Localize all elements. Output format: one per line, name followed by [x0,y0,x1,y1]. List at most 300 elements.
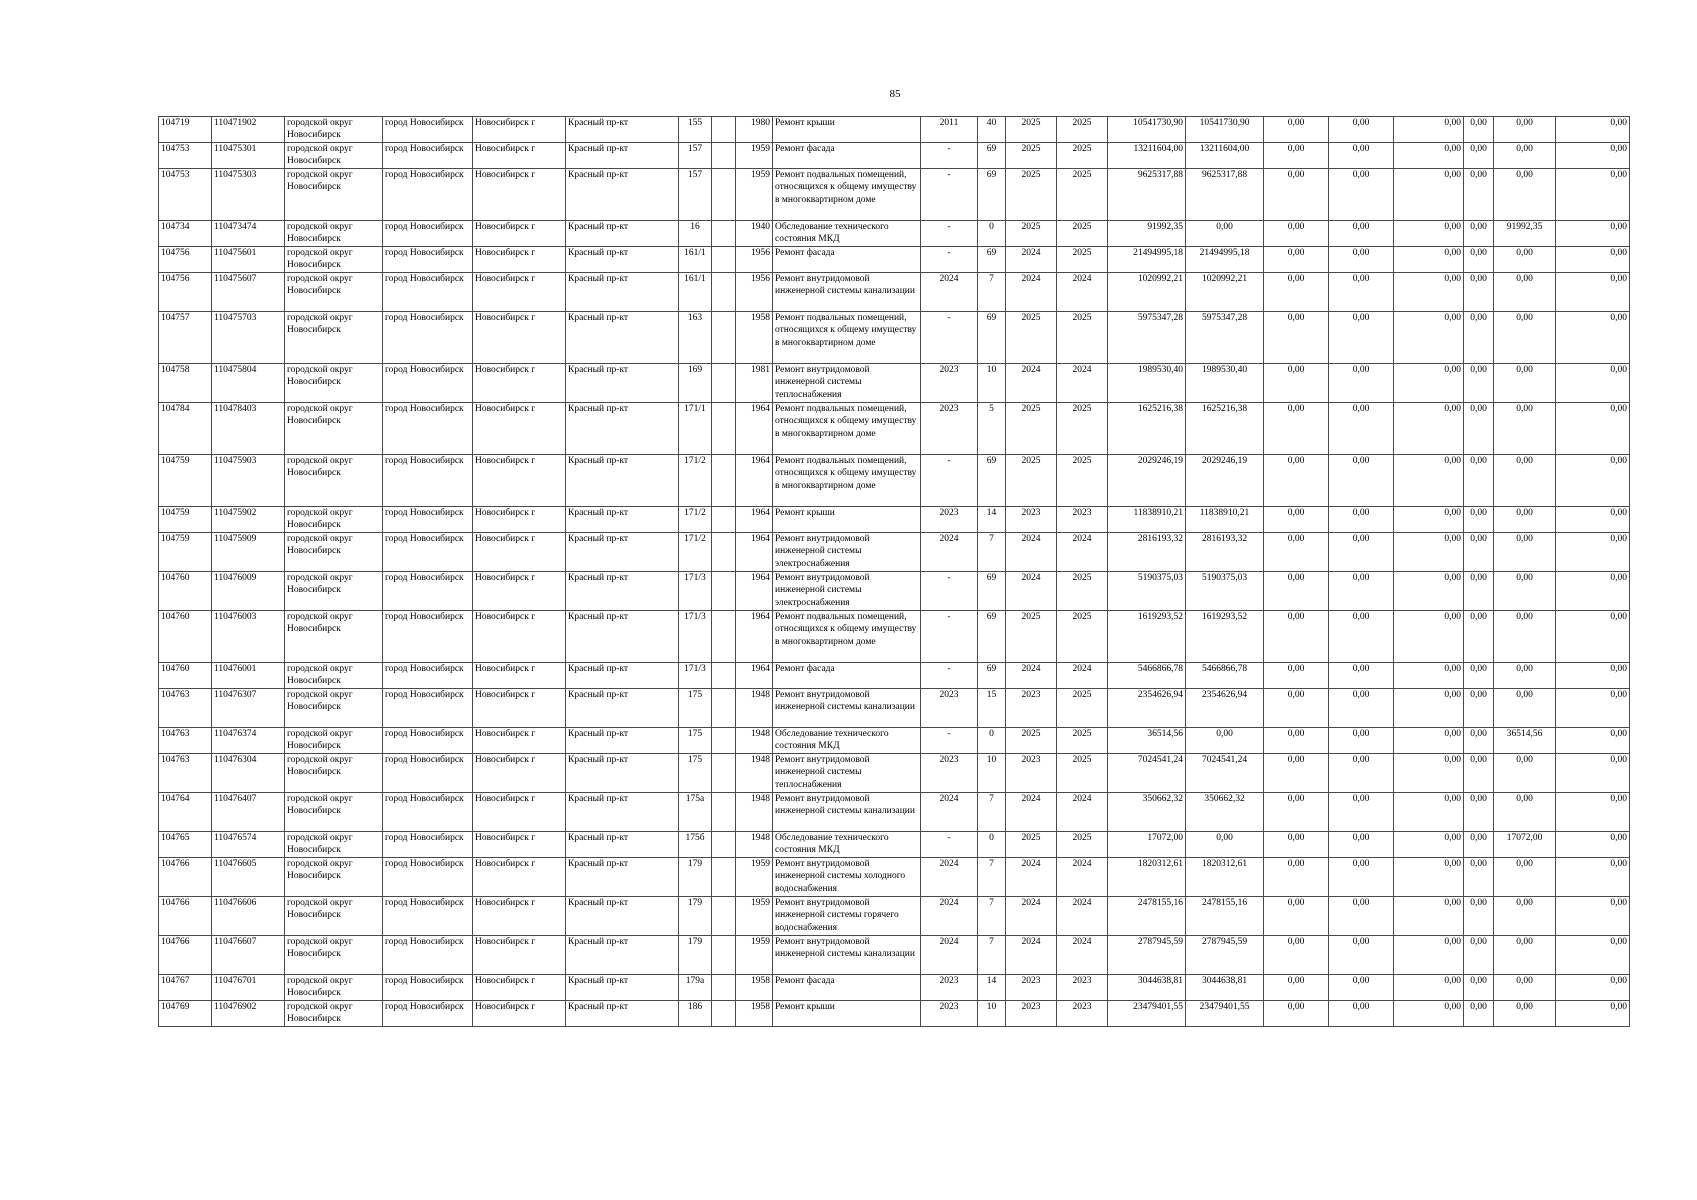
budget-regional-cell: 0,00 [1329,897,1394,936]
plan-start-year-cell: 2023 [1006,689,1057,728]
total-cost-cell: 7024541,24 [1108,754,1186,793]
wear-percent-cell: 69 [978,572,1006,611]
budget-local-cell: 0,00 [1394,1001,1464,1027]
fund-cost-cell: 5466866,78 [1186,663,1264,689]
plan-end-year-cell: 2025 [1057,455,1108,507]
street-cell: Красный пр-кт [566,221,679,247]
last-repair-year-cell: 2024 [921,793,978,832]
owner-funds-cell: 0,00 [1556,507,1630,533]
wear-percent-cell: 14 [978,507,1006,533]
locality-cell: Новосибирск г [473,533,566,572]
year-built-cell: 1964 [736,572,773,611]
table-row [159,1001,1630,1027]
object-id-cell: 104766 [159,897,212,936]
budget-local-cell: 0,00 [1394,533,1464,572]
work-id-cell: 110476407 [212,793,285,832]
other-funds-cell: 0,00 [1464,533,1494,572]
fund-cost-cell: 1625216,38 [1186,403,1264,455]
fund-cost-cell: 2354626,94 [1186,689,1264,728]
year-built-cell: 1959 [736,169,773,221]
wear-percent-cell: 7 [978,897,1006,936]
other-funds-cell: 0,00 [1464,975,1494,1001]
budget-regional-cell: 0,00 [1329,754,1394,793]
object-id-cell: 104758 [159,364,212,403]
other-funds-cell: 0,00 [1464,364,1494,403]
fund-cost-cell: 9625317,88 [1186,169,1264,221]
table-body [159,117,1630,1027]
plan-end-year-cell: 2024 [1057,273,1108,312]
wear-percent-cell: 7 [978,273,1006,312]
owner-funds-cell: 0,00 [1556,936,1630,975]
plan-end-year-cell: 2025 [1057,572,1108,611]
total-cost-cell: 350662,32 [1108,793,1186,832]
locality-cell: Новосибирск г [473,507,566,533]
budget-federal-cell: 0,00 [1264,832,1329,858]
other-funds-cell: 0,00 [1464,611,1494,663]
plan-end-year-cell: 2025 [1057,221,1108,247]
budget-regional-cell: 0,00 [1329,455,1394,507]
budget-local-cell: 0,00 [1394,312,1464,364]
wear-percent-cell: 69 [978,312,1006,364]
budget-federal-cell: 0,00 [1264,247,1329,273]
year-built-cell: 1958 [736,975,773,1001]
table-row [159,533,1630,572]
plan-end-year-cell: 2025 [1057,169,1108,221]
budget-local-cell: 0,00 [1394,611,1464,663]
total-cost-cell: 1989530,40 [1108,364,1186,403]
object-id-cell: 104763 [159,754,212,793]
last-repair-year-cell: 2023 [921,689,978,728]
owner-funds-cell: 0,00 [1556,572,1630,611]
plan-start-year-cell: 2023 [1006,507,1057,533]
work-type-cell: Ремонт подвальных помещений, относящихся к общему имуществу в многоквартирном доме [773,312,921,364]
locality-cell: Новосибирск г [473,455,566,507]
street-cell: Красный пр-кт [566,754,679,793]
house-number-cell: 169 [679,364,712,403]
owner-funds-cell: 0,00 [1556,273,1630,312]
other-funds-cell: 0,00 [1464,663,1494,689]
total-cost-cell: 36514,56 [1108,728,1186,754]
budget-regional-cell: 0,00 [1329,689,1394,728]
plan-end-year-cell: 2024 [1057,364,1108,403]
owner-funds-cell: 0,00 [1556,689,1630,728]
work-type-cell: Ремонт внутридомовой инженерной системы горячего водоснабжения [773,897,921,936]
year-built-cell: 1964 [736,403,773,455]
plan-start-year-cell: 2023 [1006,754,1057,793]
street-cell: Красный пр-кт [566,793,679,832]
total-cost-cell: 91992,35 [1108,221,1186,247]
settlement-cell: город Новосибирск [383,1001,473,1027]
work-id-cell: 110475301 [212,143,285,169]
budget-regional-cell: 0,00 [1329,312,1394,364]
house-number-cell: 175 [679,754,712,793]
object-id-cell: 104766 [159,936,212,975]
table-row [159,117,1630,143]
work-type-cell: Ремонт подвальных помещений, относящихся к общему имуществу в многоквартирном доме [773,455,921,507]
street-cell: Красный пр-кт [566,117,679,143]
work-id-cell: 110475909 [212,533,285,572]
plan-start-year-cell: 2025 [1006,611,1057,663]
survey-cost-cell: 0,00 [1494,507,1556,533]
work-type-cell: Ремонт подвальных помещений, относящихся к общему имуществу в многоквартирном доме [773,403,921,455]
plan-start-year-cell: 2025 [1006,455,1057,507]
fund-cost-cell: 23479401,55 [1186,1001,1264,1027]
work-id-cell: 110475703 [212,312,285,364]
settlement-cell: город Новосибирск [383,663,473,689]
last-repair-year-cell: 2023 [921,1001,978,1027]
settlement-cell: город Новосибирск [383,832,473,858]
table-row [159,507,1630,533]
last-repair-year-cell: - [921,143,978,169]
budget-regional-cell: 0,00 [1329,572,1394,611]
settlement-cell: город Новосибирск [383,455,473,507]
district-cell: городской округ Новосибирск [285,728,383,754]
table-row [159,754,1630,793]
owner-funds-cell: 0,00 [1556,403,1630,455]
building-cell [712,221,736,247]
owner-funds-cell: 0,00 [1556,728,1630,754]
survey-cost-cell: 0,00 [1494,403,1556,455]
work-id-cell: 110475804 [212,364,285,403]
fund-cost-cell: 0,00 [1186,728,1264,754]
plan-end-year-cell: 2025 [1057,689,1108,728]
object-id-cell: 104757 [159,312,212,364]
other-funds-cell: 0,00 [1464,117,1494,143]
settlement-cell: город Новосибирск [383,403,473,455]
plan-end-year-cell: 2024 [1057,663,1108,689]
building-cell [712,364,736,403]
table-row [159,689,1630,728]
budget-local-cell: 0,00 [1394,455,1464,507]
plan-start-year-cell: 2024 [1006,572,1057,611]
plan-start-year-cell: 2025 [1006,117,1057,143]
wear-percent-cell: 7 [978,793,1006,832]
last-repair-year-cell: 2024 [921,936,978,975]
plan-end-year-cell: 2025 [1057,611,1108,663]
locality-cell: Новосибирск г [473,754,566,793]
owner-funds-cell: 0,00 [1556,221,1630,247]
survey-cost-cell: 0,00 [1494,793,1556,832]
budget-local-cell: 0,00 [1394,507,1464,533]
total-cost-cell: 5190375,03 [1108,572,1186,611]
work-id-cell: 110476574 [212,832,285,858]
last-repair-year-cell: - [921,728,978,754]
object-id-cell: 104760 [159,572,212,611]
house-number-cell: 179 [679,936,712,975]
street-cell: Красный пр-кт [566,312,679,364]
work-id-cell: 110476304 [212,754,285,793]
table-row [159,455,1630,507]
district-cell: городской округ Новосибирск [285,117,383,143]
budget-regional-cell: 0,00 [1329,533,1394,572]
last-repair-year-cell: 2023 [921,507,978,533]
work-type-cell: Ремонт внутридомовой инженерной системы электроснабжения [773,572,921,611]
work-type-cell: Ремонт внутридомовой инженерной системы канализации [773,273,921,312]
wear-percent-cell: 10 [978,1001,1006,1027]
fund-cost-cell: 0,00 [1186,832,1264,858]
capital-repair-table [158,116,1630,1027]
locality-cell: Новосибирск г [473,117,566,143]
budget-local-cell: 0,00 [1394,689,1464,728]
plan-start-year-cell: 2024 [1006,533,1057,572]
house-number-cell: 171/3 [679,611,712,663]
settlement-cell: город Новосибирск [383,572,473,611]
last-repair-year-cell: - [921,169,978,221]
total-cost-cell: 2787945,59 [1108,936,1186,975]
fund-cost-cell: 11838910,21 [1186,507,1264,533]
budget-local-cell: 0,00 [1394,975,1464,1001]
year-built-cell: 1981 [736,364,773,403]
last-repair-year-cell: - [921,572,978,611]
street-cell: Красный пр-кт [566,169,679,221]
house-number-cell: 161/1 [679,247,712,273]
object-id-cell: 104759 [159,455,212,507]
last-repair-year-cell: 2011 [921,117,978,143]
budget-local-cell: 0,00 [1394,754,1464,793]
locality-cell: Новосибирск г [473,793,566,832]
other-funds-cell: 0,00 [1464,1001,1494,1027]
budget-regional-cell: 0,00 [1329,507,1394,533]
building-cell [712,117,736,143]
year-built-cell: 1956 [736,247,773,273]
object-id-cell: 104756 [159,247,212,273]
survey-cost-cell: 0,00 [1494,936,1556,975]
other-funds-cell: 0,00 [1464,793,1494,832]
plan-end-year-cell: 2024 [1057,793,1108,832]
building-cell [712,858,736,897]
budget-regional-cell: 0,00 [1329,221,1394,247]
house-number-cell: 171/2 [679,455,712,507]
budget-regional-cell: 0,00 [1329,975,1394,1001]
fund-cost-cell: 0,00 [1186,221,1264,247]
wear-percent-cell: 69 [978,169,1006,221]
table-row [159,403,1630,455]
last-repair-year-cell: - [921,312,978,364]
owner-funds-cell: 0,00 [1556,611,1630,663]
work-id-cell: 110475601 [212,247,285,273]
budget-federal-cell: 0,00 [1264,728,1329,754]
survey-cost-cell: 0,00 [1494,117,1556,143]
settlement-cell: город Новосибирск [383,247,473,273]
page-number: 85 [889,88,901,100]
locality-cell: Новосибирск г [473,858,566,897]
settlement-cell: город Новосибирск [383,611,473,663]
fund-cost-cell: 2787945,59 [1186,936,1264,975]
year-built-cell: 1980 [736,117,773,143]
plan-start-year-cell: 2024 [1006,858,1057,897]
owner-funds-cell: 0,00 [1556,169,1630,221]
work-type-cell: Ремонт внутридомовой инженерной системы электроснабжения [773,533,921,572]
building-cell [712,247,736,273]
settlement-cell: город Новосибирск [383,533,473,572]
work-type-cell: Обследование технического состояния МКД [773,728,921,754]
building-cell [712,975,736,1001]
last-repair-year-cell: 2024 [921,273,978,312]
budget-local-cell: 0,00 [1394,897,1464,936]
work-id-cell: 110476605 [212,858,285,897]
budget-federal-cell: 0,00 [1264,273,1329,312]
budget-regional-cell: 0,00 [1329,117,1394,143]
survey-cost-cell: 0,00 [1494,143,1556,169]
locality-cell: Новосибирск г [473,273,566,312]
work-type-cell: Ремонт внутридомовой инженерной системы канализации [773,936,921,975]
settlement-cell: город Новосибирск [383,507,473,533]
survey-cost-cell: 0,00 [1494,1001,1556,1027]
budget-federal-cell: 0,00 [1264,754,1329,793]
work-type-cell: Обследование технического состояния МКД [773,221,921,247]
street-cell: Красный пр-кт [566,663,679,689]
budget-federal-cell: 0,00 [1264,312,1329,364]
work-type-cell: Ремонт внутридомовой инженерной системы канализации [773,793,921,832]
year-built-cell: 1940 [736,221,773,247]
building-cell [712,507,736,533]
other-funds-cell: 0,00 [1464,689,1494,728]
table-row [159,364,1630,403]
survey-cost-cell: 0,00 [1494,689,1556,728]
wear-percent-cell: 69 [978,247,1006,273]
house-number-cell: 175а [679,793,712,832]
locality-cell: Новосибирск г [473,975,566,1001]
budget-federal-cell: 0,00 [1264,858,1329,897]
owner-funds-cell: 0,00 [1556,455,1630,507]
other-funds-cell: 0,00 [1464,403,1494,455]
plan-end-year-cell: 2025 [1057,312,1108,364]
building-cell [712,273,736,312]
house-number-cell: 171/3 [679,572,712,611]
budget-federal-cell: 0,00 [1264,507,1329,533]
survey-cost-cell: 17072,00 [1494,832,1556,858]
object-id-cell: 104766 [159,858,212,897]
work-type-cell: Ремонт фасада [773,247,921,273]
other-funds-cell: 0,00 [1464,728,1494,754]
fund-cost-cell: 1619293,52 [1186,611,1264,663]
plan-end-year-cell: 2025 [1057,832,1108,858]
work-type-cell: Обследование технического состояния МКД [773,832,921,858]
fund-cost-cell: 1820312,61 [1186,858,1264,897]
last-repair-year-cell: 2023 [921,754,978,793]
fund-cost-cell: 2478155,16 [1186,897,1264,936]
budget-regional-cell: 0,00 [1329,273,1394,312]
budget-local-cell: 0,00 [1394,936,1464,975]
survey-cost-cell: 0,00 [1494,169,1556,221]
street-cell: Красный пр-кт [566,403,679,455]
object-id-cell: 104763 [159,728,212,754]
table-row [159,793,1630,832]
total-cost-cell: 2816193,32 [1108,533,1186,572]
district-cell: городской округ Новосибирск [285,572,383,611]
wear-percent-cell: 69 [978,455,1006,507]
locality-cell: Новосибирск г [473,312,566,364]
district-cell: городской округ Новосибирск [285,858,383,897]
owner-funds-cell: 0,00 [1556,663,1630,689]
table-row [159,611,1630,663]
object-id-cell: 104734 [159,221,212,247]
fund-cost-cell: 1989530,40 [1186,364,1264,403]
street-cell: Красный пр-кт [566,975,679,1001]
last-repair-year-cell: 2023 [921,975,978,1001]
owner-funds-cell: 0,00 [1556,247,1630,273]
street-cell: Красный пр-кт [566,858,679,897]
object-id-cell: 104784 [159,403,212,455]
plan-start-year-cell: 2025 [1006,169,1057,221]
locality-cell: Новосибирск г [473,169,566,221]
wear-percent-cell: 0 [978,221,1006,247]
wear-percent-cell: 69 [978,663,1006,689]
table-row [159,312,1630,364]
total-cost-cell: 2029246,19 [1108,455,1186,507]
plan-end-year-cell: 2024 [1057,936,1108,975]
district-cell: городской округ Новосибирск [285,364,383,403]
survey-cost-cell: 36514,56 [1494,728,1556,754]
budget-federal-cell: 0,00 [1264,663,1329,689]
budget-federal-cell: 0,00 [1264,169,1329,221]
wear-percent-cell: 10 [978,754,1006,793]
owner-funds-cell: 0,00 [1556,975,1630,1001]
budget-federal-cell: 0,00 [1264,143,1329,169]
budget-regional-cell: 0,00 [1329,364,1394,403]
work-type-cell: Ремонт фасада [773,663,921,689]
survey-cost-cell: 0,00 [1494,858,1556,897]
budget-federal-cell: 0,00 [1264,117,1329,143]
year-built-cell: 1948 [736,793,773,832]
locality-cell: Новосибирск г [473,364,566,403]
year-built-cell: 1948 [736,832,773,858]
year-built-cell: 1959 [736,897,773,936]
work-type-cell: Ремонт подвальных помещений, относящихся к общему имуществу в многоквартирном доме [773,611,921,663]
other-funds-cell: 0,00 [1464,858,1494,897]
budget-federal-cell: 0,00 [1264,936,1329,975]
plan-start-year-cell: 2024 [1006,247,1057,273]
budget-regional-cell: 0,00 [1329,611,1394,663]
survey-cost-cell: 0,00 [1494,897,1556,936]
street-cell: Красный пр-кт [566,897,679,936]
house-number-cell: 161/1 [679,273,712,312]
district-cell: городской округ Новосибирск [285,1001,383,1027]
street-cell: Красный пр-кт [566,455,679,507]
table-row [159,221,1630,247]
table-row [159,728,1630,754]
plan-end-year-cell: 2025 [1057,754,1108,793]
object-id-cell: 104769 [159,1001,212,1027]
building-cell [712,611,736,663]
work-id-cell: 110476701 [212,975,285,1001]
total-cost-cell: 1020992,21 [1108,273,1186,312]
year-built-cell: 1959 [736,858,773,897]
plan-start-year-cell: 2025 [1006,403,1057,455]
settlement-cell: город Новосибирск [383,221,473,247]
year-built-cell: 1959 [736,143,773,169]
year-built-cell: 1958 [736,1001,773,1027]
house-number-cell: 16 [679,221,712,247]
plan-end-year-cell: 2024 [1057,533,1108,572]
district-cell: городской округ Новосибирск [285,832,383,858]
plan-end-year-cell: 2025 [1057,117,1108,143]
budget-federal-cell: 0,00 [1264,793,1329,832]
year-built-cell: 1948 [736,689,773,728]
table-row [159,832,1630,858]
fund-cost-cell: 1020992,21 [1186,273,1264,312]
plan-end-year-cell: 2024 [1057,858,1108,897]
work-type-cell: Ремонт крыши [773,1001,921,1027]
survey-cost-cell: 0,00 [1494,247,1556,273]
survey-cost-cell: 0,00 [1494,312,1556,364]
survey-cost-cell: 0,00 [1494,975,1556,1001]
last-repair-year-cell: - [921,455,978,507]
fund-cost-cell: 13211604,00 [1186,143,1264,169]
budget-federal-cell: 0,00 [1264,403,1329,455]
year-built-cell: 1959 [736,936,773,975]
object-id-cell: 104759 [159,533,212,572]
